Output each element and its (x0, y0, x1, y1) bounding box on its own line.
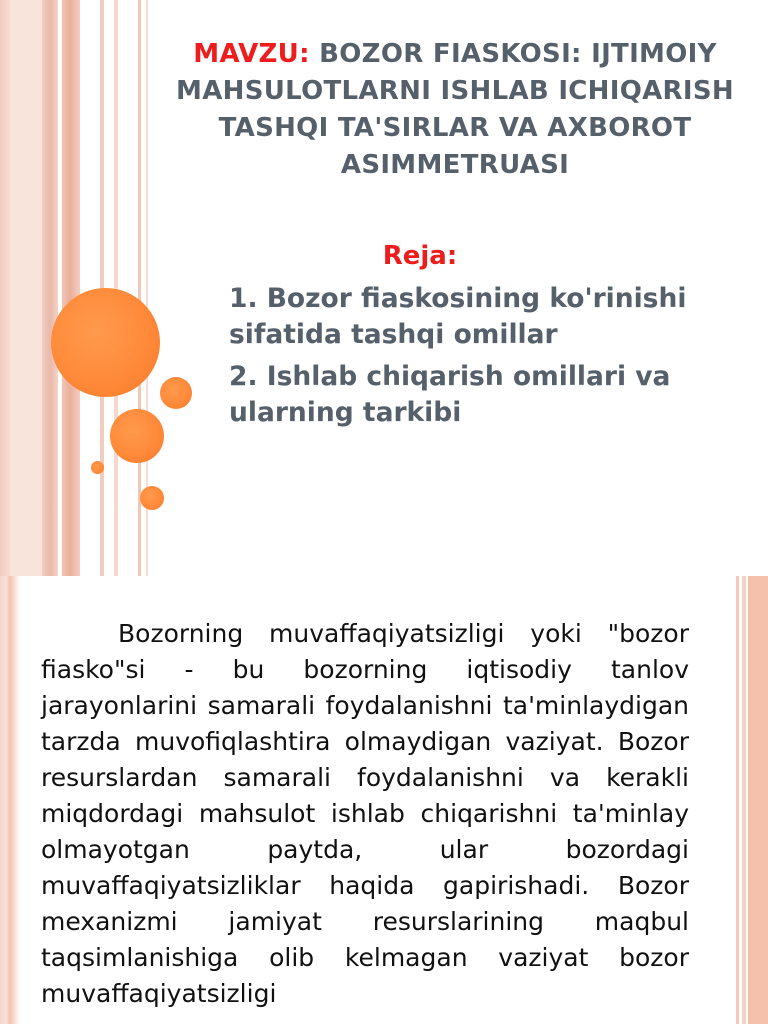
plan-item: 2. Ishlab chiqarish omillari va ularning tarkibi (229, 361, 671, 428)
title-label: MAVZU: (193, 39, 310, 69)
small-orange-circle (160, 377, 192, 409)
tiny-orange-circle (91, 461, 104, 474)
body-paragraph: Bozorning muvaffaqiyatsizligi yoki "bozor fiasko"si - bu bozorning iqtisodiy tanlov jarayonlarini samarali foydalanishni ta'minlaydigan tarzda muvofiqlashtira olmaydigan vaziyat. Bozor resurslardan samarali foydalanishni va kerakli miqdordagi mahsulot ishlab chiqarishni ta'minlay olmayotgan paytda, ular bozordagi muvaffaqiyatsizliklar haqida gapirishadi. Bozor mexanizmi jamiyat resurslarining maqbul taqsimlanishiga olib kelmagan vaziyat bozor muvaffaqiyatsizligi (41, 619, 689, 1008)
small-orange-circle-bottom (140, 486, 164, 510)
decorative-stripes (0, 0, 150, 576)
medium-orange-circle (110, 409, 164, 463)
plan-list (229, 281, 749, 437)
large-orange-circle (51, 288, 160, 397)
slide-title (160, 36, 750, 184)
plan-heading: Reja: (382, 241, 458, 271)
title-text: BOZOR FIASKOSI: IJTIMOIY MAHSULOTLARNI ISHLAB ICHIQARISH TASHQI TA'SIRLAR VA AXBOROT ASIMMETRUASI (176, 39, 734, 180)
plan-item: 1. Bozor fiaskosining ko'rinishi sifatida tashqi omillar (229, 283, 687, 350)
right-border-stripes (732, 576, 768, 1024)
slide-2 (0, 576, 768, 1024)
left-border-stripes (0, 576, 20, 1024)
